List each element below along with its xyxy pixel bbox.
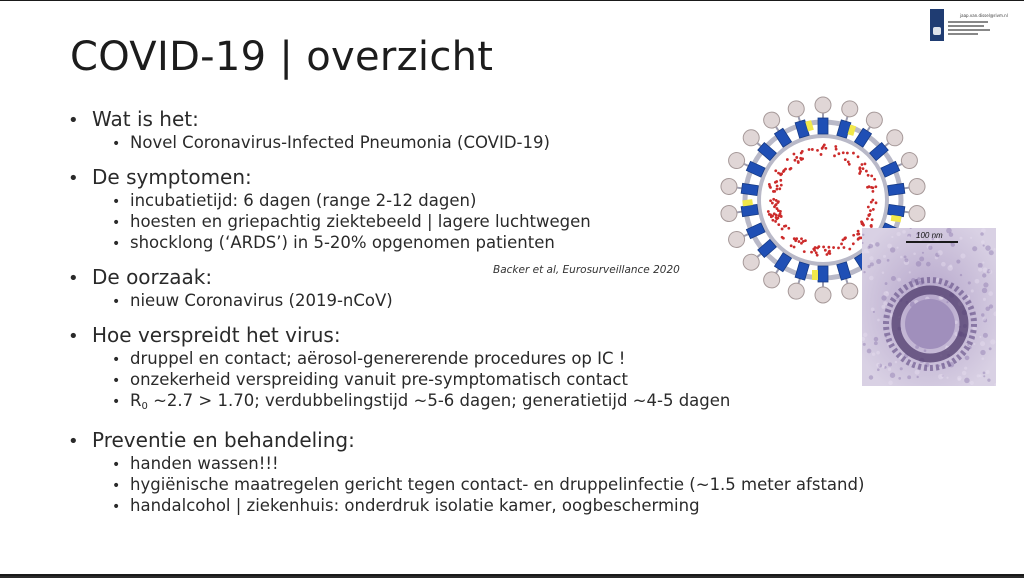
section-prevention: • Preventie en behandeling: • handen wassen!!! • hygiënische maatregelen gericht tegen contact- en druppelinfectie (~1.5 meter afstand) • handalcohol | ziekenhuis: onderdruk isolatie kamer, oogbescherming [68,428,865,515]
section-cause: • De oorzaak: • nieuw Coronavirus (2019-nCoV) [68,265,393,310]
bullet-item: druppel en contact; aërosol-genererende procedures op IC ! [130,349,626,368]
logo-email: jaap.van.dissel@rivm.nl [960,13,1008,18]
bullet-item: Novel Coronavirus-Infected Pneumonia (COVID-19) [130,133,550,152]
citation: Backer et al, Eurosurveillance 2020 [493,264,680,276]
heading: Wat is het: [92,107,199,131]
section-symptoms: • De symptomen: • incubatietijd: 6 dagen (range 2-12 dagen) • hoesten en griepachtig ziektebeeld | lagere luchtwegen • shocklong (‘ARDS’) in 5-20% opgenomen patienten [68,165,591,252]
r0-bullet: • R0 ~2.7 > 1.70; verdubbelingstijd ~5-6 dagen; generatietijd ~4-5 dagen [112,391,731,412]
scale-label: 100 nm [916,231,943,240]
electron-micrograph [862,228,996,386]
logo-emblem [930,9,944,41]
bullet-item: nieuw Coronavirus (2019-nCoV) [130,291,393,310]
heading: De symptomen: [92,165,252,189]
bullet-item: hoesten en griepachtig ziektebeeld | lagere luchtwegen [130,212,591,231]
slide-title: COVID-19 | overzicht [70,34,494,80]
bullet-item: shocklong (‘ARDS’) in 5-20% opgenomen patienten [130,233,555,252]
heading: Preventie en behandeling: [92,428,355,452]
bullet-item: handalcohol | ziekenhuis: onderdruk isolatie kamer, oogbescherming [130,496,700,515]
heading: De oorzaak: [92,265,213,289]
bullet-item: incubatietijd: 6 dagen (range 2-12 dagen) [130,191,477,210]
section-spread: • Hoe verspreidt het virus: • druppel en contact; aërosol-genererende procedures op IC ! • onzekerheid verspreiding vanuit pre-symptomatisch contact • R0 ~2.7 > 1.70; verdubbelingstijd ~5-6 dagen; generatietijd ~4-5 dagen [68,323,928,417]
rivm-logo [930,9,1008,41]
heading: Hoe verspreidt het virus: [92,323,341,347]
bullet-item: handen wassen!!! [130,454,279,473]
bullet-item: hygiënische maatregelen gericht tegen contact- en druppelinfectie (~1.5 meter afstand) [130,475,865,494]
section-what: • Wat is het: • Novel Coronavirus-Infected Pneumonia (COVID-19) [68,107,550,152]
bullet-item: onzekerheid verspreiding vanuit pre-symptomatisch contact [130,370,628,389]
